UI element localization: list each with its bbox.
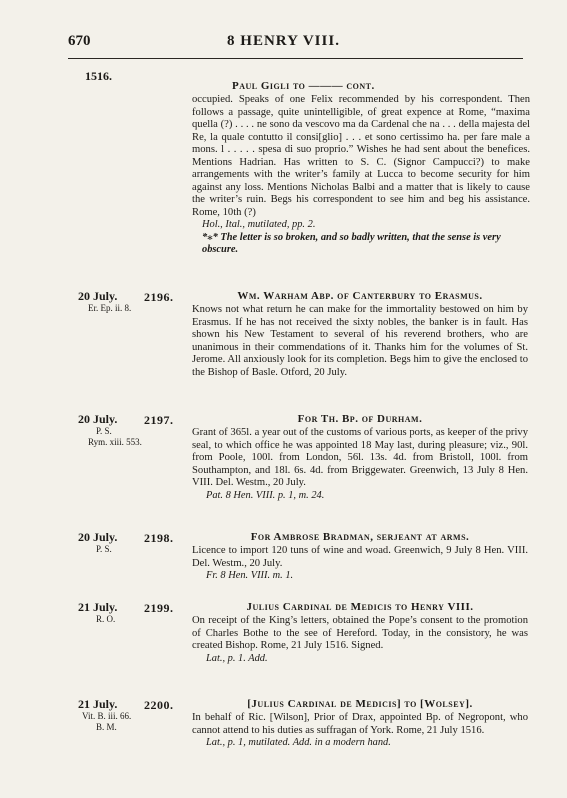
entry-reference: R. O. (96, 614, 116, 624)
entry-text: In behalf of Ric. [Wilson], Prior of Drax, appointed Bp. of Negropont, who cannot attend to his duties as suffragan of York. Rome, 21 July 1516. (192, 712, 528, 736)
entry-date: 20 July. (78, 412, 118, 426)
entry-text: On receipt of the King’s letters, obtained the Pope’s consent to the promotion of Charles Bothe to the see of Hereford. Today, in the consistory, he was created Bishop. Rome, 21 July 1516. Signed. (192, 615, 528, 651)
entry-text: Licence to import 120 tuns of wine and woad. Greenwich, 9 July 8 Hen. VIII. Del. Westm., 20 July. (192, 545, 528, 569)
entry-text: occupied. Speaks of one Felix recommended by his correspondent. Then follows a passage, quite unintelligible, of great expence at Rome, “maxima quella (?) . . . . ne sono da vescovo ma da Cardenal che na . . . della majesta del Re, la quale contutto il consi[glio] . . . et sono certissimo ha. per fare male a mons. l . . . . . spesa di suo proprio.” Wishes he had sent about the benefices. Mentions Hadrian. Has written to S. C. (Signor Campucci?) to make arrangements with the writer’s family at Lucca to become security for him against any loss. Mentions Nicholas Balbi and a matter that is likely to cause the writer’s ruin. Begs his correspondent to see him and beg his assistance. Rome, 10th (?) (192, 94, 530, 218)
entry-date: 21 July. (78, 600, 118, 614)
entry-number: 2196. (144, 290, 174, 304)
entry-reference: P. S. (96, 544, 112, 554)
entry-title: Julius Cardinal de Medicis to Henry VIII. (246, 601, 474, 613)
entry-note: Lat., p. 1, mutilated. Add. in a modern hand. (206, 737, 391, 748)
entry-date: 21 July. (78, 697, 118, 711)
entry-title: For Th. Bp. of Durham. (297, 413, 423, 425)
entry-number: 2198. (144, 531, 174, 545)
entry-note: Fr. 8 Hen. VIII. m. 1. (206, 570, 294, 581)
running-title: 8 HENRY VIII. (227, 33, 340, 49)
entry-reference-2: B. M. (96, 722, 117, 732)
year-label: 1516. (85, 69, 112, 83)
entry-date: 20 July. (78, 289, 118, 303)
entry-note-asterism: *⁎* The letter is so broken, and so badly written, that the sense is very obscure. (202, 231, 501, 255)
entry-number: 2199. (144, 601, 174, 615)
entry-note: Pat. 8 Hen. VIII. p. 1, m. 24. (206, 489, 325, 501)
entry-text: Grant of 365l. a year out of the customs of various ports, as keeper of the privy seal, to which office he was appointed 18 May last, during pleasure; viz., 90l. from Poole, 100l. from London, 56l. 13s. 4d. from Bristoll, 100l. from Southampton, and 18l. 6s. 4d. from Briggewater. Greenwich, 13 July 8 Hen. VIII. Del. Westm., 20 July. (192, 427, 528, 488)
header-rule (68, 58, 523, 59)
entry-number: 2200. (144, 698, 174, 712)
entry-number: 2197. (144, 413, 174, 427)
entry-reference-2: Rym. xiii. 553. (88, 437, 142, 447)
page-header (0, 33, 567, 55)
page-number: 670 (68, 33, 91, 49)
entry-note: Hol., Ital., mutilated, pp. 2. (202, 219, 316, 230)
entry-title: Wm. Warham Abp. of Canterbury to Erasmus. (237, 290, 483, 302)
entry-title: [Julius Cardinal de Medicis] to [Wolsey]. (247, 698, 473, 710)
entry-reference: Er. Ep. ii. 8. (88, 303, 132, 313)
entry-reference: P. S. (96, 426, 112, 436)
entry-note: Lat., p. 1. Add. (206, 652, 268, 664)
entry-title: Paul Gigli to ——— cont. (232, 80, 375, 92)
entry-reference: Vit. B. iii. 66. (82, 711, 132, 721)
entry-title: For Ambrose Bradman, serjeant at arms. (250, 531, 470, 543)
entry-text: Knows not what return he can make for the immortality bestowed on him by Erasmus. If he has not received the sixty nobles, the banker is in fault. Has shown his New Testament to several of his reverend brothers, who are unanimous in their commendations of it. Thanks him for the volumes of St. Jerome. All anxiously look for its completion. Begs him to give the enclosed to the Bishop of Basle. Otford, 20 July. (192, 304, 528, 378)
entry-date: 20 July. (78, 530, 118, 544)
